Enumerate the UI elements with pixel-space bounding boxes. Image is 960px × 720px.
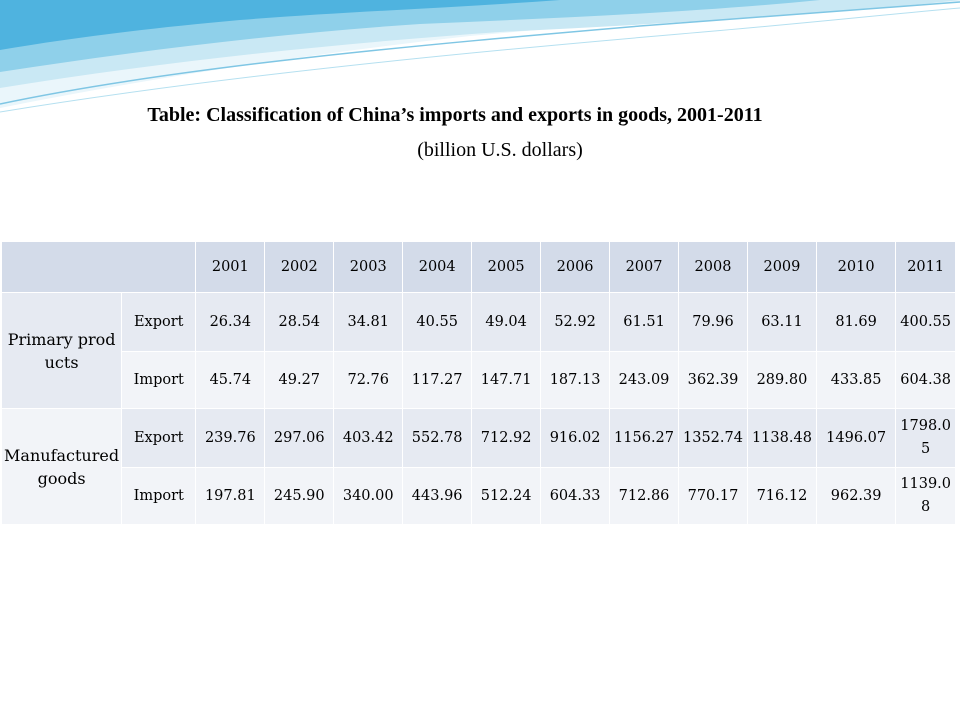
table-cell: 239.76 (196, 409, 265, 468)
table-cell: 49.04 (472, 293, 541, 352)
year-header: 2004 (403, 242, 472, 293)
table-cell: 49.27 (265, 352, 334, 409)
table-row (2, 293, 956, 352)
table-cell: 770.17 (679, 468, 748, 525)
table-cell: 40.55 (403, 293, 472, 352)
year-header: 2010 (816, 242, 895, 293)
table-cell: 72.76 (334, 352, 403, 409)
table-cell: 443.96 (403, 468, 472, 525)
table-cell: 117.27 (403, 352, 472, 409)
row-type-label: Export (122, 293, 196, 352)
table-cell: 712.86 (610, 468, 679, 525)
table-cell: 916.02 (541, 409, 610, 468)
table-row (2, 468, 956, 525)
table-row (2, 352, 956, 409)
table-cell: 197.81 (196, 468, 265, 525)
table-cell: 187.13 (541, 352, 610, 409)
table-cell: 1798.05 (896, 409, 956, 468)
table-cell: 297.06 (265, 409, 334, 468)
table-cell: 243.09 (610, 352, 679, 409)
table-cell: 34.81 (334, 293, 403, 352)
year-header: 2006 (541, 242, 610, 293)
year-header: 2005 (472, 242, 541, 293)
table-header-row (2, 242, 956, 293)
table-cell: 1496.07 (816, 409, 895, 468)
page-subtitle: (billion U.S. dollars) (417, 139, 583, 161)
row-type-label: Export (122, 409, 196, 468)
year-header: 2009 (747, 242, 816, 293)
year-header: 2003 (334, 242, 403, 293)
row-type-label: Import (122, 352, 196, 409)
table-cell: 1139.08 (896, 468, 956, 525)
table-cell: 26.34 (196, 293, 265, 352)
trade-table (1, 241, 956, 525)
group-label-primary-products: Primary products (2, 293, 122, 409)
table-cell: 245.90 (265, 468, 334, 525)
table-cell: 433.85 (816, 352, 895, 409)
header-wave-decoration (0, 0, 960, 120)
year-header: 2007 (610, 242, 679, 293)
table-cell: 552.78 (403, 409, 472, 468)
table-cell: 403.42 (334, 409, 403, 468)
group-label-manufactured-goods: Manufactured goods (2, 409, 122, 525)
year-header: 2002 (265, 242, 334, 293)
table-row (2, 409, 956, 468)
year-header: 2011 (896, 242, 956, 293)
table-cell: 604.38 (896, 352, 956, 409)
table-cell: 52.92 (541, 293, 610, 352)
table-cell: 512.24 (472, 468, 541, 525)
table-cell: 79.96 (679, 293, 748, 352)
table-cell: 61.51 (610, 293, 679, 352)
table-cell: 45.74 (196, 352, 265, 409)
row-type-label: Import (122, 468, 196, 525)
table-cell: 147.71 (472, 352, 541, 409)
page-title: Table: Classification of China’s imports and exports in goods, 2001-2011 (147, 104, 763, 126)
table-cell: 400.55 (896, 293, 956, 352)
table-cell: 28.54 (265, 293, 334, 352)
table-cell: 340.00 (334, 468, 403, 525)
table-cell: 81.69 (816, 293, 895, 352)
table-cell: 289.80 (747, 352, 816, 409)
table-cell: 63.11 (747, 293, 816, 352)
table-corner-cell (2, 242, 196, 293)
table-cell: 712.92 (472, 409, 541, 468)
table-cell: 604.33 (541, 468, 610, 525)
table-cell: 1156.27 (610, 409, 679, 468)
year-header: 2008 (679, 242, 748, 293)
table-cell: 962.39 (816, 468, 895, 525)
table-cell: 1138.48 (747, 409, 816, 468)
year-header: 2001 (196, 242, 265, 293)
table-cell: 362.39 (679, 352, 748, 409)
table-cell: 1352.74 (679, 409, 748, 468)
table-cell: 716.12 (747, 468, 816, 525)
